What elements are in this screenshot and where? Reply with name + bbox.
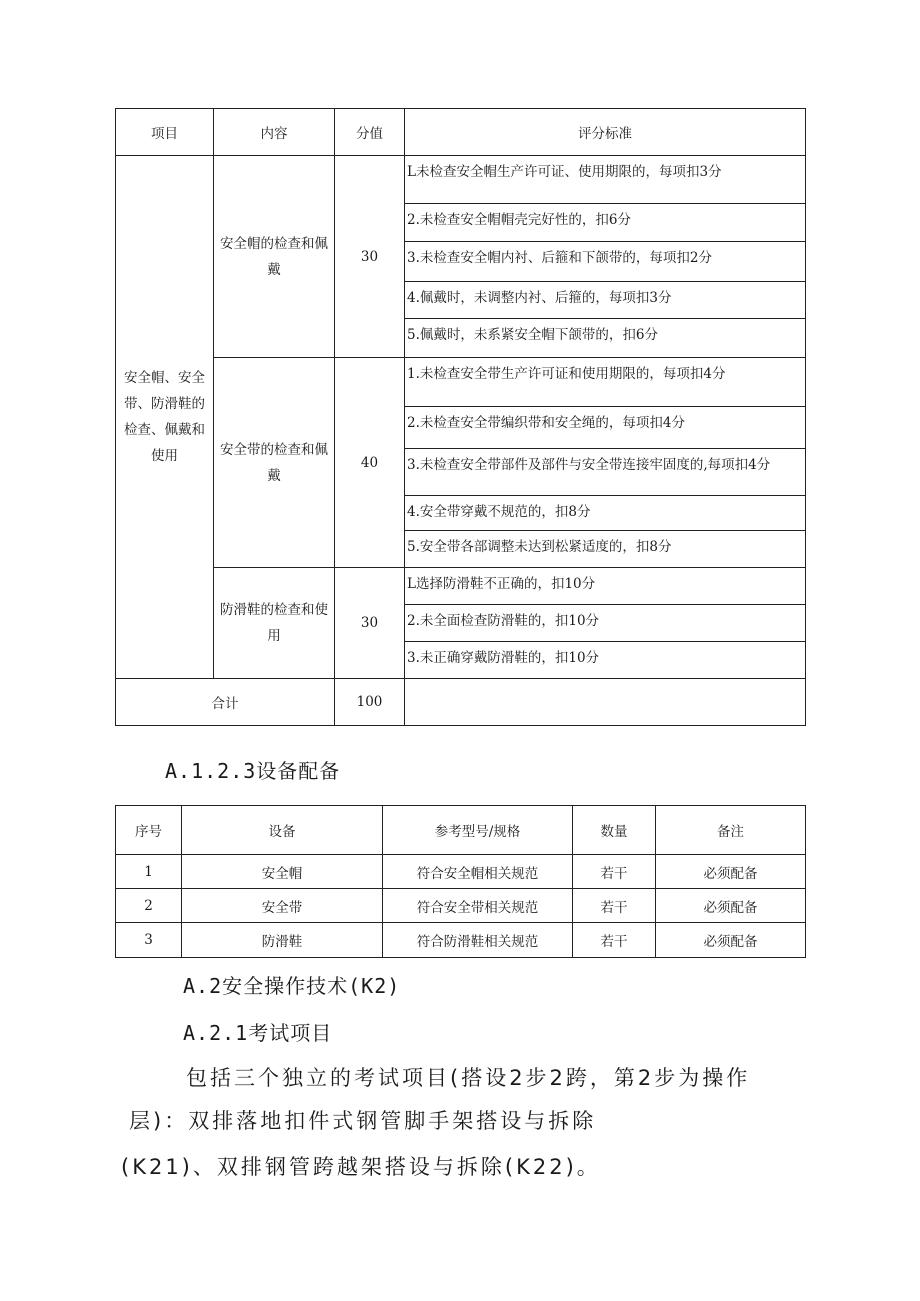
table-row: [116, 156, 806, 204]
criterion: 2.未全面检查防滑鞋的，扣10分: [405, 605, 806, 642]
criterion: 2.未检查安全帽帽壳完好性的，扣6分: [405, 204, 806, 242]
header-device: 设备: [182, 806, 383, 855]
heading-k2: A.2安全操作技术(K2): [183, 974, 401, 998]
total-score: 100: [335, 679, 405, 726]
criterion: L选择防滑鞋不正确的，扣10分: [405, 568, 806, 605]
table-row: [116, 889, 806, 923]
header-spec: 参考型号/规格: [383, 806, 573, 855]
cell-spec: 符合防滑鞋相关规范: [383, 923, 573, 958]
score-table: [115, 108, 806, 726]
criterion: 4.佩戴时，未调整内衬、后箍的，每项扣3分: [405, 282, 806, 319]
score-cell-helmet: 30: [335, 156, 405, 358]
criterion: 3.未正确穿戴防滑鞋的，扣10分: [405, 642, 806, 679]
project-cell: 安全帽、安全带、防滑鞋的检查、佩戴和使用: [116, 156, 214, 679]
criterion: 3.未检查安全带部件及部件与安全带连接牢固度的,每项扣4分: [405, 449, 806, 496]
equipment-header: [116, 806, 806, 855]
table-row: [116, 568, 806, 605]
criterion: L未检查安全帽生产许可证、使用期限的，每项扣3分: [405, 156, 806, 204]
cell-device: 安全帽: [182, 855, 383, 889]
table-row: [116, 923, 806, 958]
content-cell-shoes: 防滑鞋的检查和使用: [214, 568, 335, 679]
cell-remark: 必须配备: [656, 855, 806, 889]
cell-index: 1: [116, 855, 182, 889]
cell-spec: 符合安全帽相关规范: [383, 855, 573, 889]
total-row: [116, 679, 806, 726]
cell-device: 安全带: [182, 889, 383, 923]
total-empty-cell: [405, 679, 806, 726]
cell-quantity: 若干: [573, 889, 656, 923]
cell-spec: 符合安全带相关规范: [383, 889, 573, 923]
table-row: [116, 358, 806, 407]
cell-quantity: 若干: [573, 855, 656, 889]
content-cell-harness: 安全带的检查和佩戴: [214, 358, 335, 568]
criterion: 2.未检查安全带编织带和安全绳的，每项扣4分: [405, 407, 806, 449]
score-table-header: [116, 109, 806, 156]
equipment-table: [115, 805, 806, 958]
table-row: [116, 855, 806, 889]
paragraph-line-3: (K21)、双排钢管跨越架搭设与拆除(K22)。: [121, 1155, 601, 1179]
criterion: 5.佩戴时，未系紧安全帽下颌带的，扣6分: [405, 319, 806, 358]
criterion: 4.安全带穿戴不规范的，扣8分: [405, 496, 806, 531]
cell-device: 防滑鞋: [182, 923, 383, 958]
header-project: 项目: [116, 109, 214, 156]
cell-index: 3: [116, 923, 182, 958]
score-cell-harness: 40: [335, 358, 405, 568]
header-remark: 备注: [656, 806, 806, 855]
paragraph-line-2: 层)：双排落地扣件式钢管脚手架搭设与拆除: [129, 1109, 597, 1133]
cell-remark: 必须配备: [656, 889, 806, 923]
cell-remark: 必须配备: [656, 923, 806, 958]
criterion: 3.未检查安全帽内衬、后箍和下颌带的，每项扣2分: [405, 242, 806, 282]
paragraph-line-1: 包括三个独立的考试项目(搭设2步2跨，第2步为操作: [186, 1066, 751, 1090]
content-cell-helmet: 安全帽的检查和佩戴: [214, 156, 335, 358]
total-label: 合计: [116, 679, 335, 726]
header-content: 内容: [214, 109, 335, 156]
heading-equipment: A.1.2.3设备配备: [165, 759, 341, 783]
header-quantity: 数量: [573, 806, 656, 855]
cell-quantity: 若干: [573, 923, 656, 958]
cell-index: 2: [116, 889, 182, 923]
score-cell-shoes: 30: [335, 568, 405, 679]
criterion: 1.未检查安全带生产许可证和使用期限的，每项扣4分: [405, 358, 806, 407]
header-criteria: 评分标准: [405, 109, 806, 156]
header-index: 序号: [116, 806, 182, 855]
header-score: 分值: [335, 109, 405, 156]
criterion: 5.安全带各部调整未达到松紧适度的，扣8分: [405, 531, 806, 568]
heading-k2-1: A.2.1考试项目: [183, 1021, 333, 1045]
